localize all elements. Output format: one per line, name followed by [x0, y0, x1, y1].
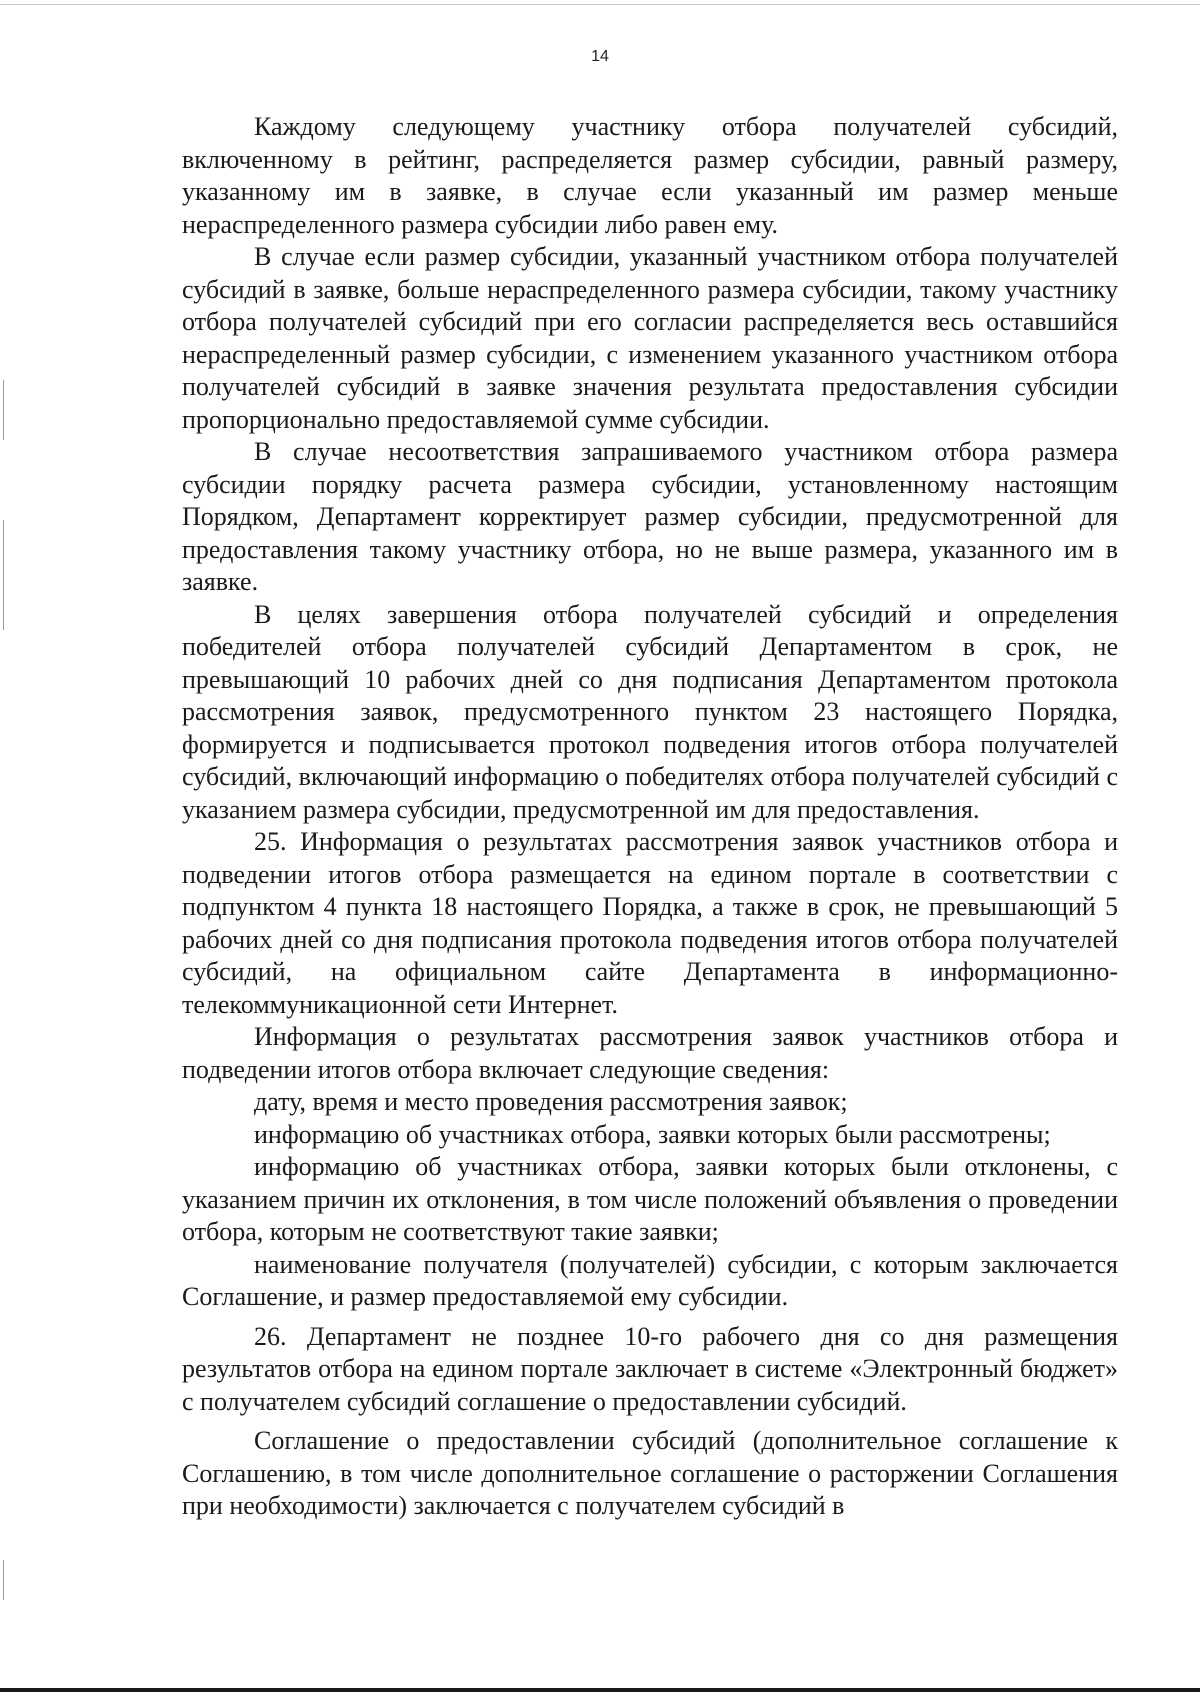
- scan-margin-mark: [3, 520, 4, 630]
- paragraph: Каждому следующему участнику отбора получателей субсидий, включенному в рейтинг, распределяется размер субсидии, равный размеру, указанному им в заявке, в случае если указанный им размер меньше нераспределенного размера субсидии либо равен ему.: [182, 112, 1118, 239]
- paragraph: информацию об участниках отбора, заявки которых были отклонены, с указанием причин их отклонения, в том числе положений объявления о проведении отбора, которым не соответствуют такие заявки;: [182, 1152, 1118, 1246]
- paragraph: В случае несоответствия запрашиваемого участником отбора размера субсидии порядку расчета размера субсидии, установленному настоящим Порядком, Департамент корректирует размер субсидии, предусмотренной для предоставления такому участнику отбора, но не выше размера, указанного им в заявке.: [182, 437, 1118, 596]
- paragraph: В случае если размер субсидии, указанный участником отбора получателей субсидий в заявке, больше нераспределенного размера субсидии, такому участнику отбора получателей субсидий при его согласии распределяется весь оставшийся нераспределенный размер субсидии, с изменением указанного участником отбора получателей субсидий в заявке значения результата предоставления субсидии пропорционально предоставляемой сумме субсидии.: [182, 242, 1118, 434]
- paragraph: 26. Департамент не позднее 10-го рабочего дня со дня размещения результатов отбора на едином портале заключает в системе «Электронный бюджет» с получателем субсидий соглашение о предоставлении субсидий.: [182, 1321, 1118, 1416]
- scan-bottom-edge: [0, 1688, 1200, 1692]
- scan-margin-mark: [3, 1560, 4, 1600]
- paragraph: 25. Информация о результатах рассмотрения заявок участников отбора и подведении итогов отбора размещается на едином портале в соответствии с подпунктом 4 пункта 18 настоящего Порядка, а также в срок, не превышающий 5 рабочих дней со дня подписания протокола подведения итогов отбора получателей субсидий, на официальном сайте Департамента в информационно-телекоммуникационной сети Интернет.: [182, 827, 1118, 1019]
- paragraph: наименование получателя (получателей) субсидии, с которым заключается Соглашение, и размер предоставляемой ему субсидии.: [182, 1249, 1118, 1311]
- paragraph: В целях завершения отбора получателей субсидий и определения победителей отбора получателей субсидий Департаментом в срок, не превышающий 10 рабочих дней со дня подписания Департаментом протокола рассмотрения заявок, предусмотренного пунктом 23 настоящего Порядка, формируется и подписывается протокол подведения итогов отбора получателей субсидий, включающий информацию о победителях отбора получателей субсидий с указанием размера субсидии, предусмотренной им для предоставления.: [182, 599, 1118, 824]
- scan-top-edge: [0, 4, 1200, 5]
- scan-margin-mark: [3, 380, 4, 440]
- paragraph: Информация о результатах рассмотрения заявок участников отбора и подведении итогов отбора включает следующие сведения:: [182, 1022, 1118, 1084]
- paragraph: Соглашение о предоставлении субсидий (дополнительное соглашение к Соглашению, в том числе дополнительное соглашение о расторжении Соглашения при необходимости) заключается с получателем субсидий в: [182, 1426, 1118, 1520]
- page-number: 14: [591, 48, 609, 65]
- paragraph: информацию об участниках отбора, заявки которых были рассмотрены;: [254, 1119, 1051, 1149]
- paragraph: дату, время и место проведения рассмотрения заявок;: [254, 1087, 848, 1116]
- document-body: [182, 111, 1118, 1523]
